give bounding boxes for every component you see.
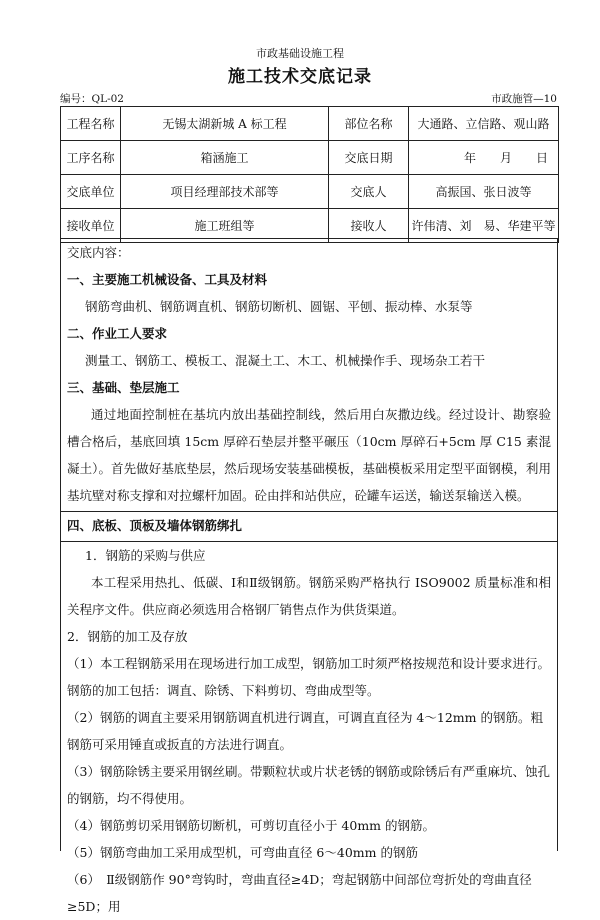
table-row <box>61 175 559 209</box>
section-4-title: 四、底板、顶板及墙体钢筋绑扎 <box>67 518 243 533</box>
handover-unit-label: 交底单位 <box>61 175 121 209</box>
content-section <box>60 238 558 914</box>
subsection-4-1-title: 1．钢筋的采购与供应 <box>85 548 206 563</box>
content-intro: 交底内容： <box>67 245 130 260</box>
document-code: 市政施管—10 <box>491 93 557 105</box>
list-item: （4）钢筋剪切采用钢筋切断机，可剪切直径小于 40mm 的钢筋。 <box>67 818 436 833</box>
info-table <box>60 106 559 243</box>
date-value: 年 月 日 <box>409 141 559 175</box>
subsection-4-2-title: 2．钢筋的加工及存放 <box>67 629 188 644</box>
list-item: （2）钢筋的调直主要采用钢筋调直机进行调直，可调直直径为 4～12mm 的钢筋。粗钢筋可采用锤直或扳直的方法进行调直。 <box>67 710 543 752</box>
receiver-person-label: 接收人 <box>329 209 409 243</box>
process-value: 箱涵施工 <box>121 141 329 175</box>
table-row <box>61 107 559 141</box>
document-subtitle: 市政基础设施工程 <box>256 47 344 60</box>
section-2-title: 二、作业工人要求 <box>67 326 168 341</box>
list-item: （1）本工程钢筋采用在现场进行加工成型，钢筋加工时须严格按规范和设计要求进行。钢筋的加工包括：调直、除锈、下料剪切、弯曲成型等。 <box>67 656 550 698</box>
subsection-4-1-body: 本工程采用热扎、低碳、Ⅰ和Ⅱ级钢筋。钢筋采购严格执行 ISO9002 质量标准和相关程序文件。供应商必须选用合格钢厂销售点作为供货渠道。 <box>67 575 551 617</box>
section-3-body: 通过地面控制桩在基坑内放出基础控制线，然后用白灰撒边线。经过设计、勘察验槽合格后，基底回填 15cm 厚碎石垫层并整平碾压（10cm 厚碎石+5cm 厚 C15 素混凝土）。首先做好基底垫层，然后现场安装基础模板，基础模板采用定型平面钢模，利用基坑壁对称支撑和对拉螺杆加固。砼由拌和站供应，砼罐车运送，输送泵输送入模。 <box>67 407 551 503</box>
process-label: 工序名称 <box>61 141 121 175</box>
receiver-person-value: 许伟清、刘 易、华建平等 <box>409 209 559 243</box>
list-item: （6） Ⅱ级钢筋作 90°弯钩时，弯曲直径≥4D；弯起钢筋中间部位弯折处的弯曲直径≥5D；用 <box>67 872 532 914</box>
handover-person-label: 交底人 <box>329 175 409 209</box>
section-1-title: 一、主要施工机械设备、工具及材料 <box>67 272 268 287</box>
handover-unit-value: 项目经理部技术部等 <box>121 175 329 209</box>
list-item: （3）钢筋除锈主要采用钢丝刷。带颗粒状或片状老锈的钢筋或除锈后有严重麻坑、蚀孔的钢筋，均不得使用。 <box>67 764 550 806</box>
project-name-label: 工程名称 <box>61 107 121 141</box>
project-name-value: 无锡太湖新城 A 标工程 <box>121 107 329 141</box>
section-1-body: 钢筋弯曲机、钢筋调直机、钢筋切断机、圆锯、平刨、振动棒、水泵等 <box>85 299 473 314</box>
section-3-title: 三、基础、垫层施工 <box>67 380 180 395</box>
date-label: 交底日期 <box>329 141 409 175</box>
table-row <box>61 141 559 175</box>
location-value: 大通路、立信路、观山路 <box>409 107 559 141</box>
document-title: 施工技术交底记录 <box>228 67 372 87</box>
list-item: （5）钢筋弯曲加工采用成型机，可弯曲直径 6～40mm 的钢筋 <box>67 845 418 860</box>
handover-person-value: 高振国、张日波等 <box>409 175 559 209</box>
location-label: 部位名称 <box>329 107 409 141</box>
receiver-unit-value: 施工班组等 <box>121 209 329 243</box>
receiver-unit-label: 接收单位 <box>61 209 121 243</box>
document-number: 编号：QL-02 <box>60 93 124 105</box>
section-2-body: 测量工、钢筋工、模板工、混凝土工、木工、机械操作手、现场杂工若干 <box>85 353 486 368</box>
